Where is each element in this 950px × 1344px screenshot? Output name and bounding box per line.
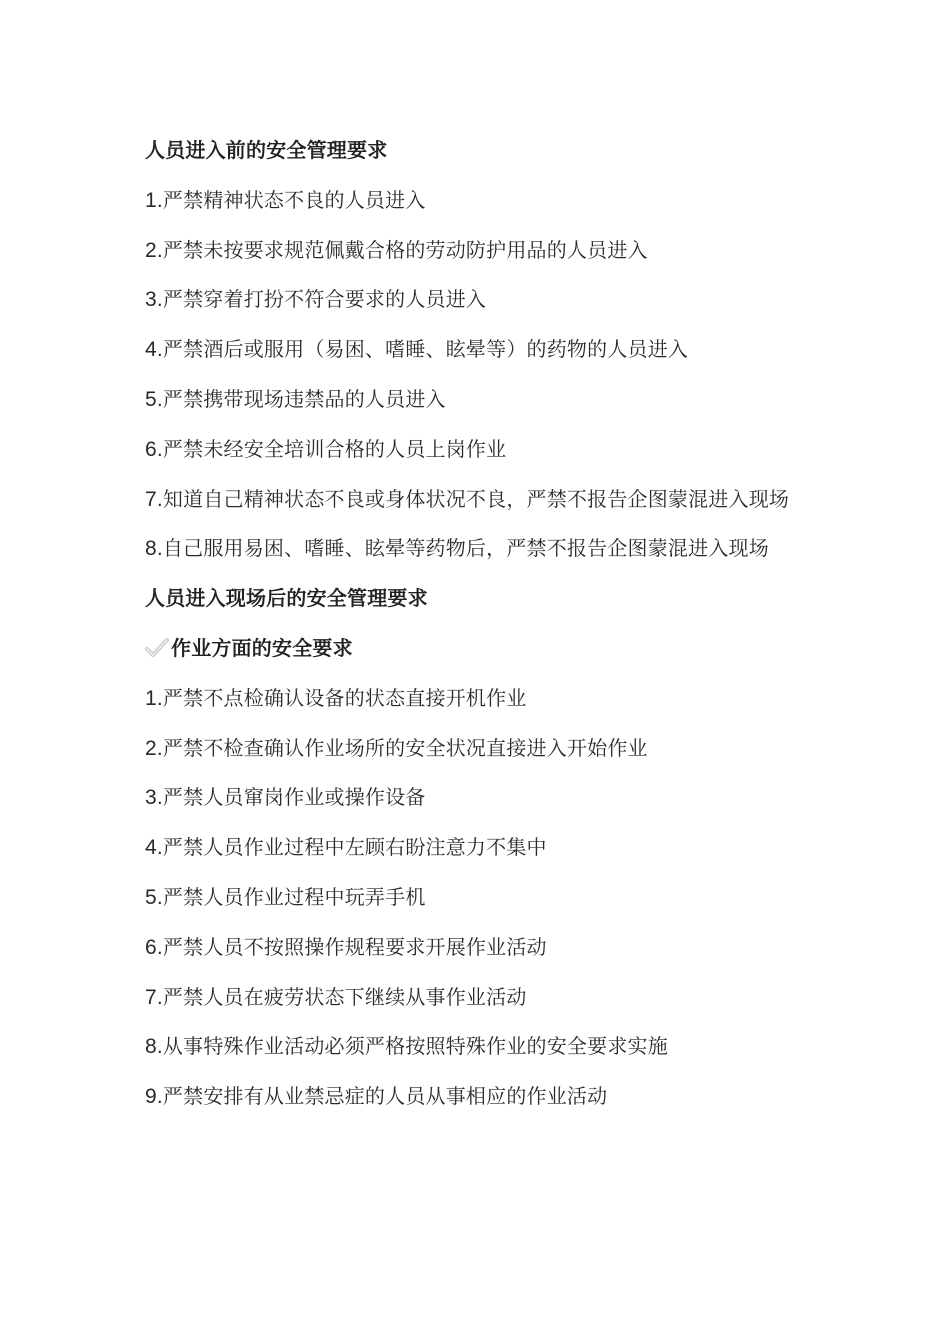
list-item (145, 226, 825, 276)
item-number: 6. (145, 935, 163, 959)
subheading-text: 作业方面的安全要求 (171, 635, 353, 660)
item-text: 严禁安排有从业禁忌症的人员从事相应的作业活动 (162, 1084, 608, 1109)
list-item (145, 823, 825, 873)
item-number: 1. (145, 188, 163, 212)
item-text: 严禁人员在疲劳状态下继续从事作业活动 (162, 984, 527, 1009)
section-heading-after-entry: 人员进入现场后的安全管理要求 (145, 586, 428, 611)
item-number: 3. (145, 786, 163, 810)
subheading-work-safety (145, 624, 825, 674)
item-text: 严禁人员作业过程中玩弄手机 (162, 884, 426, 909)
list-item (145, 176, 825, 226)
item-text: 严禁人员作业过程中左顾右盼注意力不集中 (162, 835, 547, 860)
list-item (145, 375, 825, 425)
section-heading-before-entry: 人员进入前的安全管理要求 (145, 138, 388, 162)
item-number: 9. (145, 1085, 163, 1109)
list-item (145, 724, 825, 774)
list-item (145, 923, 825, 973)
list-item (145, 973, 825, 1023)
item-text: 严禁不检查确认作业场所的安全状况直接进入开始作业 (162, 735, 648, 760)
item-text: 严禁穿着打扮不符合要求的人员进入 (162, 287, 487, 312)
item-text: 严禁不点检确认设备的状态直接开机作业 (162, 685, 527, 710)
list-item (145, 1072, 825, 1122)
item-number: 2. (145, 736, 163, 760)
item-number: 6. (145, 437, 163, 461)
item-text: 严禁未经安全培训合格的人员上岗作业 (162, 436, 507, 461)
item-number: 2. (145, 238, 163, 262)
item-text: 严禁酒后或服用（易困、嗜睡、眩晕等）的药物的人员进入 (162, 337, 689, 362)
list-item (145, 325, 825, 375)
check-mark-icon (145, 637, 169, 659)
item-number: 5. (145, 885, 163, 909)
list-item (145, 425, 825, 475)
list-item (145, 674, 825, 724)
item-text: 严禁人员不按照操作规程要求开展作业活动 (162, 934, 547, 959)
list-item (145, 524, 825, 574)
item-text: 严禁精神状态不良的人员进入 (162, 187, 426, 212)
item-text: 自己服用易困、嗜睡、眩晕等药物后，严禁不报告企图蒙混进入现场 (162, 536, 769, 561)
list-item (145, 275, 825, 325)
item-number: 1. (145, 686, 163, 710)
item-number: 4. (145, 836, 163, 860)
list-item (145, 873, 825, 923)
item-text: 严禁人员窜岗作业或操作设备 (162, 785, 426, 810)
item-number: 4. (145, 338, 163, 362)
list-item (145, 1022, 825, 1072)
list-item (145, 475, 825, 525)
item-number: 5. (145, 387, 163, 411)
document-page (145, 126, 825, 1122)
item-text: 严禁未按要求规范佩戴合格的劳动防护用品的人员进入 (162, 237, 648, 262)
item-text: 知道自己精神状态不良或身体状况不良，严禁不报告企图蒙混进入现场 (162, 486, 790, 511)
item-number: 7. (145, 487, 163, 511)
item-text: 从事特殊作业活动必须严格按照特殊作业的安全要求实施 (162, 1034, 668, 1059)
item-number: 3. (145, 288, 163, 312)
item-number: 7. (145, 985, 163, 1009)
item-number: 8. (145, 537, 163, 561)
item-number: 8. (145, 1035, 163, 1059)
item-text: 严禁携带现场违禁品的人员进入 (162, 386, 446, 411)
list-item (145, 773, 825, 823)
